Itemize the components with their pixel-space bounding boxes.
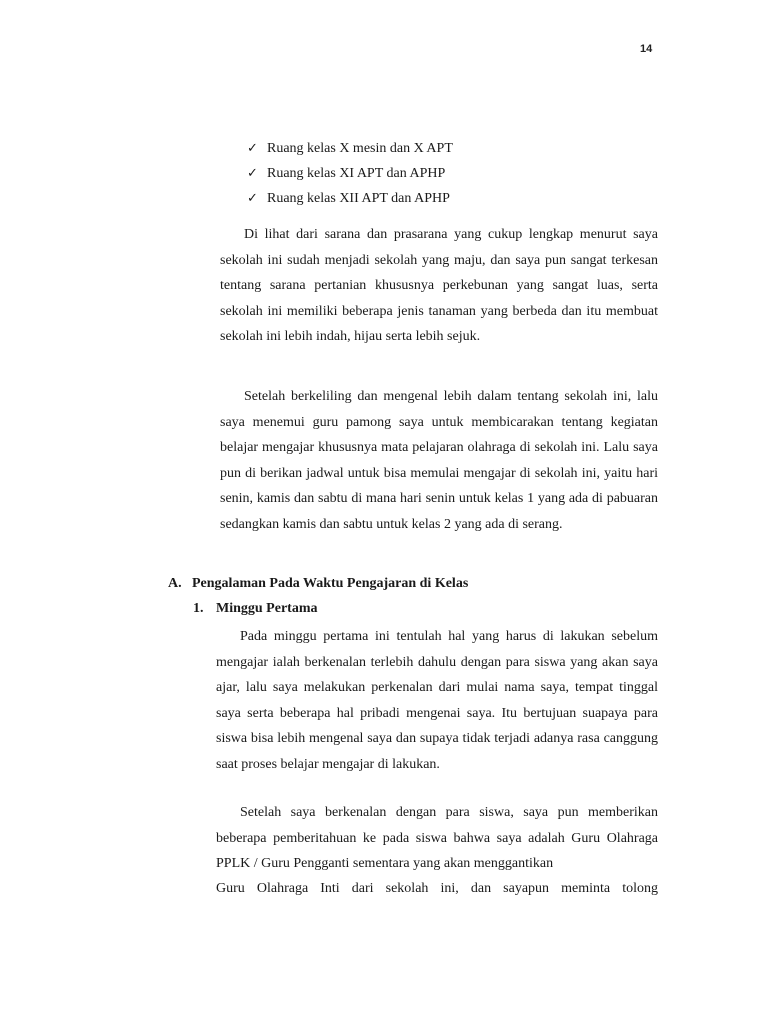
paragraph-introduction <box>216 624 658 778</box>
paragraph-schedule <box>220 384 658 538</box>
check-icon: ✓ <box>247 166 258 181</box>
paragraph-text: Setelah berkeliling dan mengenal lebih dalam tentang sekolah ini, lalu saya menemui guru pamong saya untuk membicarakan tentang kegiatan belajar mengajar khususnya mata pelajaran olahraga di sekolah ini. Lalu saya pun di berikan jadwal untuk bisa memulai mengajar di sekolah ini, yaitu hari senin, kamis dan sabtu di mana hari senin untuk kelas 1 yang ada di pabuaran sedangkan kamis dan sabtu untuk kelas 2 yang ada di serang. <box>220 389 658 532</box>
section-marker: A. <box>168 576 182 591</box>
facility-list <box>247 136 453 211</box>
page-number: 14 <box>640 43 653 55</box>
paragraph-text: Pada minggu pertama ini tentulah hal yang harus di lakukan sebelum mengajar ialah berkenalan terlebih dahulu dengan para siswa yang akan saya ajar, lalu saya melakukan perkenalan dari mulai nama saya, tempat tinggal saya serta beberapa hal pribadi mengenai saya. Itu bertujuan suapaya para siswa bisa lebih mengenal saya dan supaya tidak terjadi adanya rasa canggung saat proses belajar mengajar di lakukan. <box>216 629 658 772</box>
list-item-text: Ruang kelas XI APT dan APHP <box>267 166 446 181</box>
paragraph-announcement <box>216 800 658 877</box>
subsection-title: Minggu Pertama <box>216 601 318 616</box>
subsection-marker: 1. <box>193 601 204 616</box>
list-item <box>247 136 453 161</box>
paragraph-text: Setelah saya berkenalan dengan para siswa, saya pun memberikan beberapa pemberitahuan ke pada siswa bahwa saya adalah Guru Olahraga PPLK / Guru Pengganti sementara yang akan menggantikan <box>216 805 658 872</box>
list-item <box>247 186 453 211</box>
paragraph-continued <box>216 876 658 902</box>
section-title: Pengalaman Pada Waktu Pengajaran di Kelas <box>192 576 469 591</box>
check-icon: ✓ <box>247 141 258 156</box>
list-item <box>247 161 453 186</box>
check-icon: ✓ <box>247 191 258 206</box>
paragraph-text: Guru Olahraga Inti dari sekolah ini, dan sayapun meminta tolong <box>216 881 658 896</box>
list-item-text: Ruang kelas XII APT dan APHP <box>267 191 450 206</box>
subsection-heading <box>193 601 317 617</box>
paragraph-text: Di lihat dari sarana dan prasarana yang cukup lengkap menurut saya sekolah ini sudah menjadi sekolah yang maju, dan saya pun sangat terkesan tentang sarana pertanian khususnya perkebunan yang sangat luas, serta sekolah ini memiliki beberapa jenis tanaman yang berbeda dan itu membuat sekolah ini lebih indah, hijau serta lebih sejuk. <box>220 227 658 345</box>
list-item-text: Ruang kelas X mesin dan X APT <box>267 141 453 156</box>
paragraph-facilities <box>220 222 658 350</box>
section-heading <box>168 576 468 592</box>
